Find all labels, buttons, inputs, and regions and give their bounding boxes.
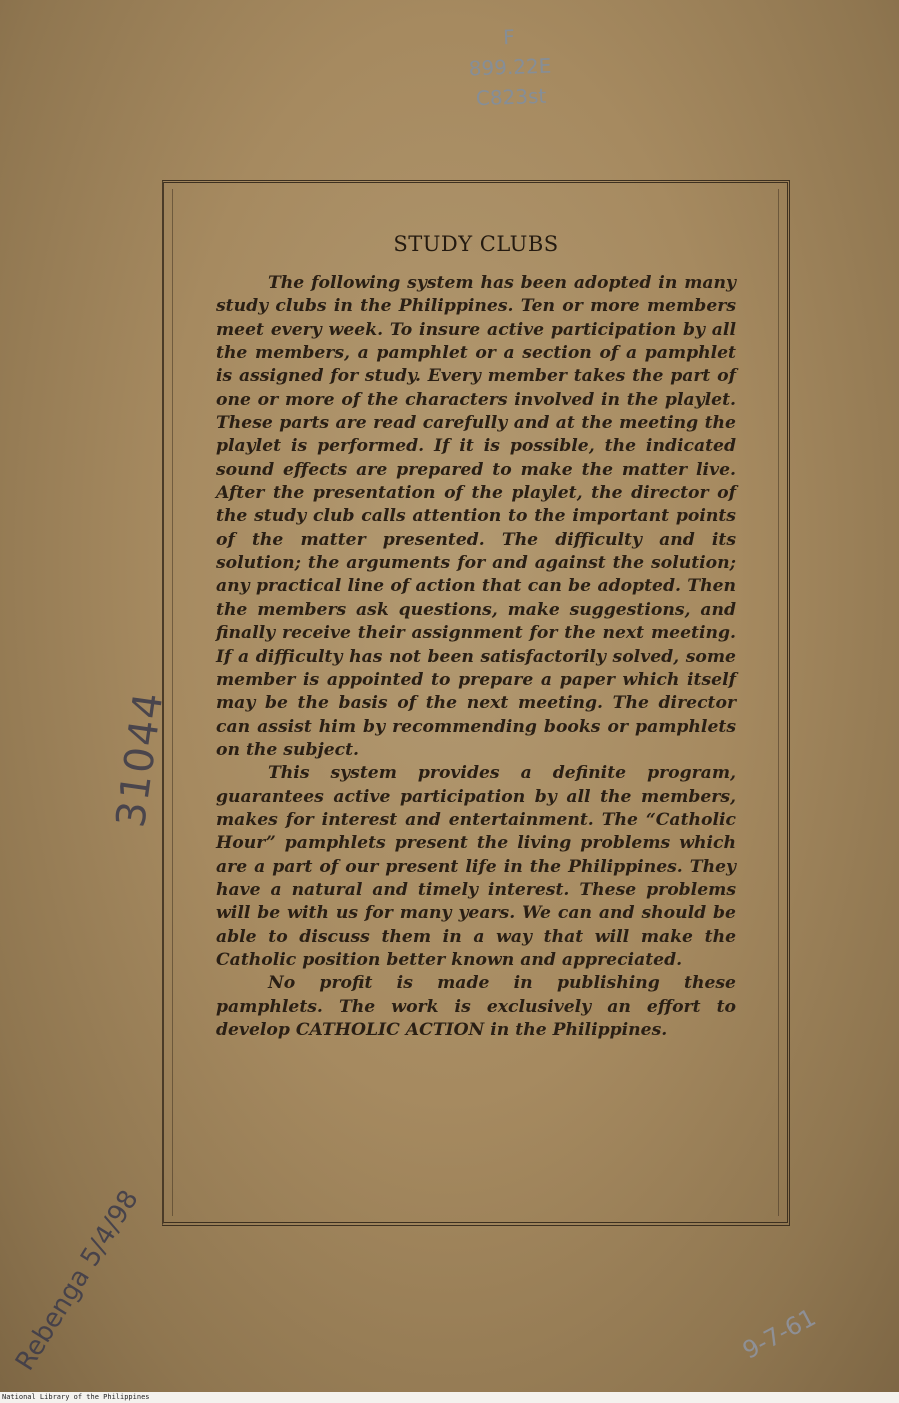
handwritten-margin-number — [92, 514, 173, 831]
handwritten-signature-bottom-left: Rebenga 5/4/98 — [10, 1185, 145, 1376]
margin-number-text: 31044 — [107, 687, 173, 831]
paragraph-2: This system provides a definite program, guarantees active participation by all the members, makes for interest and entertainment. The “Catholic Hour” pamphlets present the living problems which are a part of our present life in the Philippines. They have a natural and timely interest. These problems will be with us for many years. We can and should be able to discuss them in a way that will make the Catholic position better known and appreciated. — [216, 763, 736, 970]
paragraph-1: The following system has been adopted in many study clubs in the Philippines. Ten or more members meet every week. To insure active participation by all the members, a pamphlet or a section of a pamphlet is assigned for study. Every member takes the part of one or more of the characters involved in the playlet. These parts are read carefully and at the meeting the playlet is performed. If it is possible, the indicated sound effects are prepared to make the matter live. After the presentation of the playlet, the director of the study club calls attention to the important points of the matter presented. The difficulty and its solution; the arguments for and against the solution; any practical line of action that can be adopted. Then the members ask questions, make suggestions, and finally receive their assignment for the next meeting. If a difficulty has not been satisfactorily solved, some member is appointed to prepare a paper which itself may be the basis of the next meeting. The director can assist him by recommending books or pamphlets on the subject. — [216, 273, 736, 760]
handwritten-date-bottom-right: 9-7-61 — [738, 1303, 821, 1365]
call-number-line-2: 899.22E — [468, 53, 552, 81]
call-number-line-1: F — [502, 24, 516, 50]
call-number-stamp — [428, 19, 591, 115]
paragraph-3: No profit is made in publishing these pamphlets. The work is exclusively an effort to develop CATHOLIC ACTION in the Philippines. — [216, 973, 736, 1040]
body-text — [216, 272, 736, 1042]
call-number-line-3: C823st — [475, 83, 547, 111]
page-heading: STUDY CLUBS — [393, 232, 559, 256]
library-footer: National Library of the Philippines — [0, 1392, 899, 1403]
